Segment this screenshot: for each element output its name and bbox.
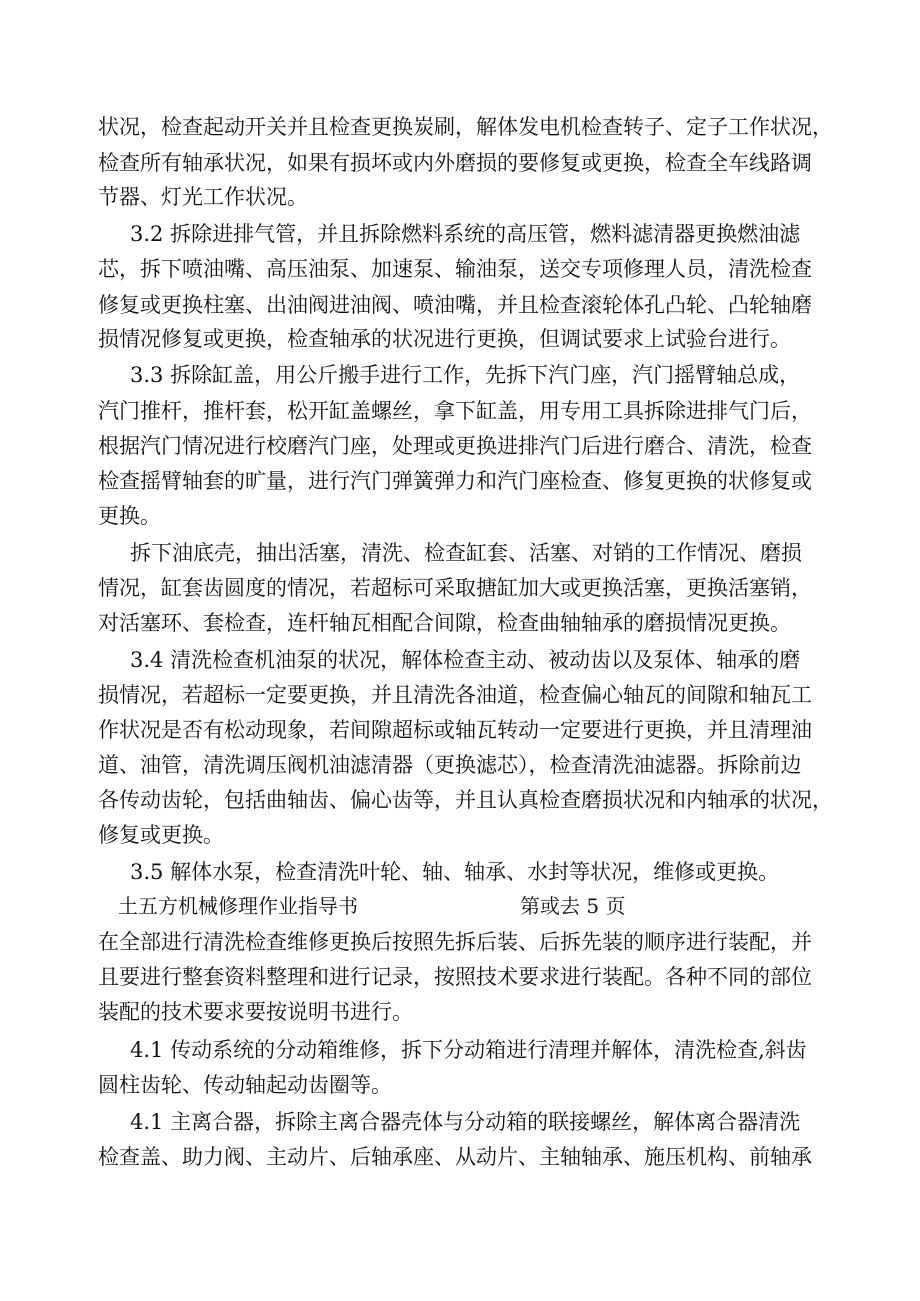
text-line: 3.3 拆除缸盖，用公斤搬手进行工作，先拆下汽门座，汽门摇臂轴总成， <box>130 363 801 387</box>
text-line: 损情况修复或更换，检查轴承的状况进行更换，但调试要求上试验台进行。 <box>98 327 791 351</box>
text-line: 对活塞环、套检查，连杆轴瓦相配合间隙，检查曲轴轴承的磨损情况更换。 <box>98 611 791 635</box>
text-line: 4.1 主离合器，拆除主离合器壳体与分动箱的联接螺丝，解体离合器清洗 <box>130 1110 801 1134</box>
text-line: 3.2 拆除进排气管，并且拆除燃料系统的高压管，燃料滤清器更换燃油滤 <box>130 222 801 246</box>
footer-title: 土五方机械修理作业指导书 <box>118 894 358 918</box>
text-line: 拆下油底壳，抽出活塞，清洗、检查缸套、活塞、对销的工作情况、磨损 <box>130 541 802 565</box>
text-line: 3.5 解体水泵，检查清洗叶轮、轴、轴承、水封等状况，维修或更换。 <box>130 860 780 884</box>
text-line: 作状况是否有松动现象，若间隙超标或轴瓦转动一定要进行更换，并且清理油 <box>98 718 812 742</box>
text-line: 根据汽门情况进行校磨汽门座，处理或更换进排汽门后进行磨合、清洗，检查 <box>98 434 812 458</box>
text-line: 圆柱齿轮、传动轴起动齿圈等。 <box>98 1073 392 1097</box>
text-line: 修复或更换柱塞、出油阀进油阀、喷油嘴，并且检查滚轮体孔凸轮、凸轮轴磨 <box>98 293 812 317</box>
text-line: 芯，拆下喷油嘴、高压油泵、加速泵、输油泵，送交专项修理人员，清洗检查 <box>98 257 812 281</box>
footer-page-number: 第或去 5 页 <box>520 894 626 918</box>
text-line: 检查所有轴承状况，如果有损坏或内外磨损的要修复或更换，检查全车线路调 <box>98 151 812 175</box>
text-line: 在全部进行清洗检查维修更换后按照先拆后装、后拆先装的顺序进行装配，并 <box>98 930 812 954</box>
text-line: 修复或更换。 <box>98 823 224 847</box>
text-line: 状况，检查起动开关并且检查更换炭刷，解体发电机检查转子、定子工作状况， <box>98 115 833 139</box>
text-line: 道、油管，清洗调压阀机油滤清器（更换滤芯），检查清洗油滤器。拆除前边 <box>98 753 802 777</box>
text-line: 且要进行整套资料整理和进行记录，按照技术要求进行装配。各种不同的部位 <box>98 965 812 989</box>
text-line: 更换。 <box>98 504 161 528</box>
text-line: 损情况，若超标一定要更换，并且清洗各油道，检查偏心轴瓦的间隙和轴瓦工 <box>98 683 812 707</box>
text-line: 各传动齿轮，包括曲轴齿、偏心齿等，并且认真检查磨损状况和内轴承的状况， <box>98 788 833 812</box>
text-line: 情况，缸套齿圆度的情况，若超标可采取搪缸加大或更换活塞，更换活塞销， <box>98 576 812 600</box>
text-line: 节器、灯光工作状况。 <box>98 185 308 209</box>
text-line: 检查摇臂轴套的旷量，进行汽门弹簧弹力和汽门座检查、修复更换的状修复或 <box>98 469 812 493</box>
text-line: 装配的技术要求要按说明书进行。 <box>98 1000 413 1024</box>
text-line: 3.4 清洗检查机油泵的状况，解体检查主动、被动齿以及泵体、轴承的磨 <box>130 648 801 672</box>
text-line: 汽门推杆，推杆套，松开缸盖螺丝，拿下缸盖，用专用工具拆除进排气门后， <box>98 399 812 423</box>
text-line: 检查盖、助力阀、主动片、后轴承座、从动片、主轴轴承、施压机构、前轴承 <box>98 1145 812 1169</box>
text-line: 4.1 传动系统的分动箱维修，拆下分动箱进行清理并解体，清洗检查,斜齿 <box>130 1038 807 1062</box>
